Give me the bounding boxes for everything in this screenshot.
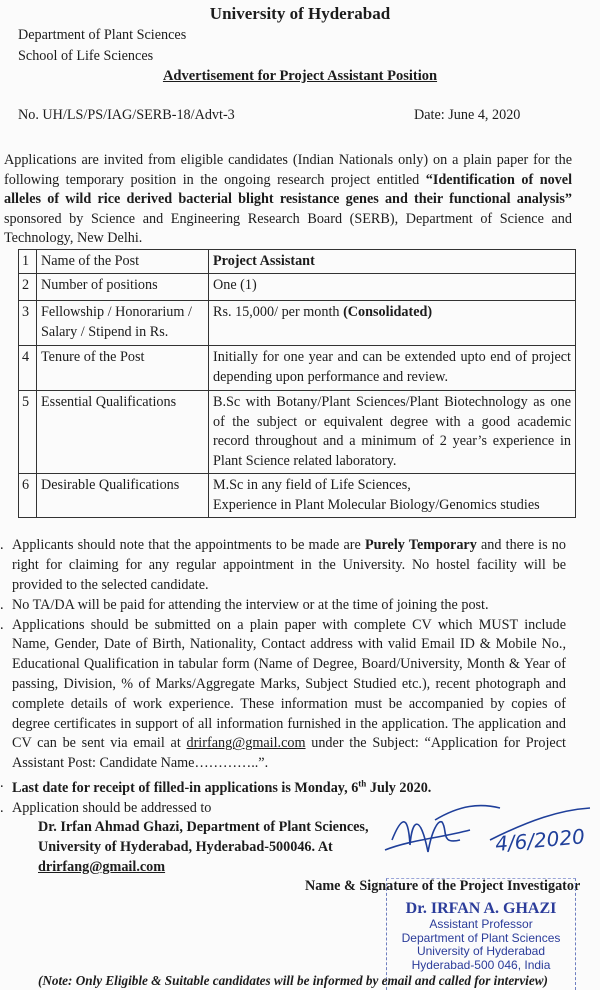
school: School of Life Sciences xyxy=(18,48,154,64)
list-item: . Application should be addressed to xyxy=(0,799,212,816)
university-title: University of Hyderabad xyxy=(209,4,391,23)
row-value: B.Sc with Botany/Plant Sciences/Plant Biotechnology as one of the subject or equivalent degree with a good academic record throughout and a minimum of 2 year’s experience in Plant Science related laboratory. xyxy=(209,391,576,474)
row-number: 3 xyxy=(19,301,37,346)
row-label: Desirable Qualifications xyxy=(37,474,209,518)
body-content xyxy=(0,151,600,878)
signature-date: 4/6/2020 xyxy=(494,824,586,857)
ad-title: Advertisement for Project Assistant Position xyxy=(162,68,438,84)
row-number: 6 xyxy=(19,474,37,518)
list-item: . No TA/DA will be paid for attending the interview or at the time of joining the post. xyxy=(0,596,489,613)
stamp-name: Dr. IRFAN A. GHAZI xyxy=(405,900,557,917)
row-label: Essential Qualifications xyxy=(37,391,209,474)
list-item: . Last date for receipt of filled-in applications is Monday, 6th July 2020. xyxy=(0,775,432,796)
stamp-title: Assistant Professor xyxy=(429,917,533,931)
stamp-dept: Department of Plant Sciences xyxy=(401,930,561,945)
list-item: . Applicants should note that the appointments to be made are Purely Temporary and there is no right for claiming for any regular appointment in the University. No hostel facility will be provided to the selected candidate. xyxy=(0,537,566,594)
signature-label: Name & Signature of the Project Investigator xyxy=(305,878,581,894)
row-label: Fellowship / Honorarium / Salary / Stipend in Rs. xyxy=(37,301,209,346)
row-value: One (1) xyxy=(209,274,576,301)
email-link[interactable]: drirfang@gmail.com xyxy=(186,735,306,752)
row-number: 2 xyxy=(19,274,37,301)
address-email-link[interactable]: drirfang@gmail.com xyxy=(38,858,166,875)
table-row xyxy=(19,274,576,301)
row-number: 1 xyxy=(19,249,37,274)
row-value: Initially for one year and can be extended upto end of project depending upon performance and review. xyxy=(209,346,576,391)
row-number: 4 xyxy=(19,346,37,391)
intro-paragraph xyxy=(4,151,572,249)
salary: Rs. 15,000/ per month xyxy=(213,304,344,321)
date: Date: June 4, 2020 xyxy=(414,107,521,123)
stamp-city: Hyderabad-500 046, India xyxy=(411,957,551,972)
row-value xyxy=(209,301,576,346)
department: Department of Plant Sciences xyxy=(18,27,187,43)
list-item: . Applications should be submitted on a plain paper with complete CV which MUST include Name, Gender, Date of Birth, Nationality, Contact address with valid Email ID & Mobile No., Educational Qualification in tabular form (Name of Degree, Board/University, Month & Year of passing, Division, % of Marks/Aggregate Marks, Subject Studied etc.), recent photograph and complete details of work experience. These information must be accompanied by copies of degree certificates in support of all information furnished in the application. The application and CV can be sent via email at drirfang@gmail.com under the Subject: “Application for Project Assistant Post: Candidate Name…………..”. xyxy=(0,616,566,772)
ref-no: No. UH/LS/PS/IAG/SERB-18/Advt-3 xyxy=(18,107,235,123)
row-label: Number of positions xyxy=(37,274,209,301)
salary-note: (Consolidated) xyxy=(343,304,433,321)
desirable-1: M.Sc in any field of Life Sciences, xyxy=(213,477,411,494)
table-row xyxy=(19,346,576,391)
table-row xyxy=(19,249,576,274)
table-row xyxy=(19,474,576,518)
intro-text-2: sponsored by Science and Engineering Research Board (SERB), Department of Science and Technology, New Delhi. xyxy=(4,210,572,247)
row-number: 5 xyxy=(19,391,37,474)
position-table xyxy=(18,249,576,519)
table-row xyxy=(19,301,576,346)
row-label: Name of the Post xyxy=(37,249,209,274)
address: Dr. Irfan Ahmad Ghazi, Department of Plant Sciences, University of Hyderabad, Hyderabad-500046. At drirfang@gmail.com xyxy=(0,818,566,877)
row-value xyxy=(209,249,576,274)
footer-note: (Note: Only Eligible & Suitable candidates will be informed by email and called for interview) xyxy=(38,973,548,988)
stamp-univ: University of Hyderabad xyxy=(416,944,546,958)
handwritten-signature xyxy=(380,800,595,870)
desirable-2: Experience in Plant Molecular Biology/Genomics studies xyxy=(213,496,540,513)
table-row xyxy=(19,391,576,474)
intro-text: Applications are invited from eligible candidates (Indian Nationals only) on a plain paper for the following temporary position in the ongoing research project entitled xyxy=(4,152,572,188)
row-value xyxy=(209,474,576,518)
row-label: Tenure of the Post xyxy=(37,346,209,391)
post-name: Project Assistant xyxy=(213,252,315,269)
project-title: “Identification of novel alleles of wild rice derived bacterial blight resistance genes and their functional analysis” xyxy=(4,171,573,208)
